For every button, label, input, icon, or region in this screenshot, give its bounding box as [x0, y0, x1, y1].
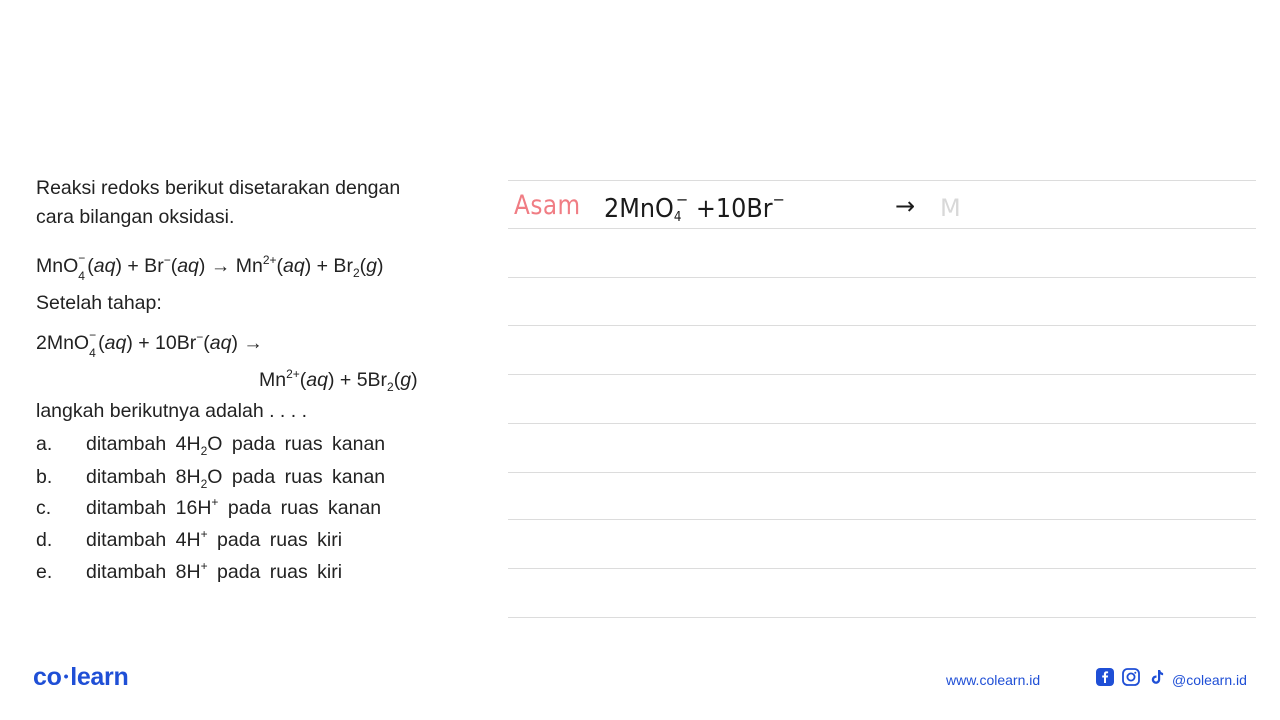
step-equation-left: 2MnO − 4 (aq) + 10Br−(aq) →: [36, 328, 263, 360]
footer: [0, 655, 1280, 700]
intro-line-1: Reaksi redoks berikut disetarakan dengan: [36, 177, 401, 199]
handwritten-arrow: →: [895, 192, 916, 220]
prompt-text: langkah berikutnya adalah . . . .: [36, 400, 308, 422]
handwritten-label: Asam: [514, 190, 581, 221]
option-b[interactable]: b. ditambah $8H_2O$ pada ruas kanan: [36, 466, 386, 491]
notebook-rule: [508, 325, 1256, 326]
notebook-rule: [508, 472, 1256, 473]
notebook-rule: [508, 180, 1256, 181]
colearn-logo[interactable]: co •learn: [33, 663, 129, 691]
step-label: Setelah tahap:: [36, 292, 162, 314]
notebook-rule: [508, 228, 1256, 229]
notebook-rule: [508, 568, 1256, 569]
social-handle[interactable]: @colearn.id: [1172, 672, 1247, 688]
notebook-rule: [508, 519, 1256, 520]
handwritten-equation: 2MnO$_4$− +10Br−: [604, 190, 785, 225]
notebook-rule: [508, 423, 1256, 424]
tiktok-icon[interactable]: [1148, 668, 1166, 686]
website-link[interactable]: www.colearn.id: [946, 672, 1041, 688]
instagram-icon[interactable]: [1122, 668, 1140, 686]
reaction-equation: MnO − 4 $(aq) + Br^-(aq) \to Mn^{2+}(aq) + Br_2(g)$: [36, 251, 384, 283]
facebook-icon[interactable]: [1096, 668, 1114, 686]
option-a[interactable]: a. ditambah $4H_2O$ pada ruas kanan: [36, 433, 386, 458]
step-equation-right: $Mn^{2+}(aq) + 5Br_2(g)$: [259, 367, 418, 394]
option-d[interactable]: d. ditambah 4H+ pada ruas kiri: [36, 527, 343, 551]
option-e[interactable]: e. ditambah 8H+ pada ruas kiri: [36, 559, 343, 583]
notebook-rule: [508, 277, 1256, 278]
option-c[interactable]: c. ditambah 16H+ pada ruas kanan: [36, 495, 382, 519]
notebook-rule: [508, 374, 1256, 375]
handwritten-faint-letter: M: [940, 194, 961, 222]
intro-line-2: cara bilangan oksidasi.: [36, 206, 235, 228]
notebook-rule: [508, 617, 1256, 618]
social-icons: [1096, 668, 1166, 686]
